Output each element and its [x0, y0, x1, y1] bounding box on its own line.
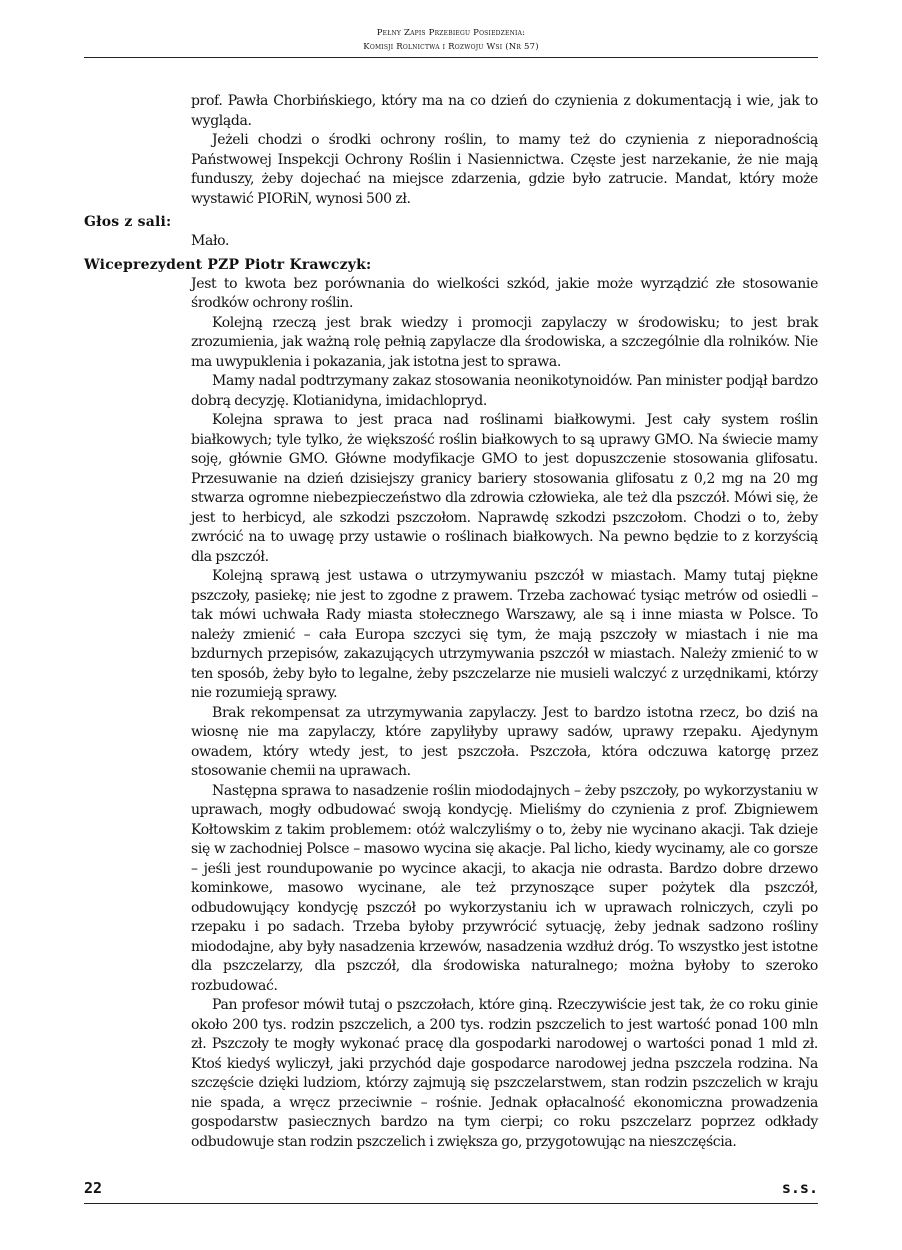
- page-number: 22: [84, 1179, 103, 1197]
- header-line-2: Komisji Rolnictwa i Rozwoju Wsi (Nr 57): [363, 42, 539, 52]
- speech-block: [191, 92, 818, 209]
- paragraph: Kolejną rzeczą jest brak wiedzy i promocji zapylaczy w środowisku; to jest brak zrozumienia, jak ważną rolę pełnią zapylacze dla środowiska, a szczególnie dla rolników. Nie ma uwypuklenia i pokazania, jak istotna jest to sprawa.: [191, 314, 818, 370]
- paragraph: prof. Pawła Chorbińskiego, który ma na co dzień do czynienia z dokumentacją i wie, jak to wygląda.: [191, 93, 818, 129]
- paragraph: Kolejna sprawa to jest praca nad roślinami białkowymi. Jest cały system roślin białkowych; tyle tylko, że większość roślin białkowych to są uprawy GMO. Na świecie mamy soję, głównie GMO. Główne modyfikacje GMO to jest dopuszczenie stosowania glifosatu. Przesuwanie na dzień dzisiejszy granicy bariery stosowania glifosatu z 0,2 mg na 20 mg stwarza ogromne niebezpieczeństwo dla zdrowia człowieka, ale też dla pszczół. Mówi się, że jest to herbicyd, ale szkodzi pszczołom. Naprawdę szkodzi pszczołom. Chodzi o to, żeby zwrócić na to uwagę przy ustawie o roślinach białkowych. Na pewno będzie to z korzyścią dla pszczół.: [191, 412, 818, 565]
- running-header: [0, 26, 902, 54]
- speech-block: [191, 232, 818, 252]
- footer-rule: [84, 1203, 818, 1204]
- footer-signature: s.s.: [781, 1179, 818, 1197]
- speaker-label: Głos z sali:: [84, 214, 172, 230]
- header-rule: [84, 57, 818, 58]
- paragraph: Mało.: [191, 233, 230, 249]
- speech-block: [191, 275, 818, 1153]
- speaker-label: Wiceprezydent PZP Piotr Krawczyk:: [84, 256, 372, 273]
- paragraph: Następna sprawa to nasadzenie roślin miododajnych – żeby pszczoły, po wykorzystaniu w uprawach, mogły odbudować swoją kondycję. Mieliśmy do czynienia z prof. Zbigniewem Kołtowskim z takim problemem: otóż walczyliśmy o to, żeby nie wycinano akacji. Tak dzieje się w zachodniej Polsce – masowo wycina się akacje. Pal licho, kiedy wycinamy, ale co gorsze – jeśli jest roundupowanie po wycince akacji, to akacja nie odrasta. Bardzo dobre drzewo kominkowe, masowo wycinane, ale też przynoszące super pożytek dla pszczół, odbudowujący kondycję pszczół po wykorzystaniu ich w uprawach rolniczych, czyli po rzepaku i po sadach. Trzeba byłoby przywrócić sytuację, żeby jednak sadzono rośliny miododajne, aby były nasadzenia krzewów, nasadzenia wzdłuż dróg. To wszystko jest istotne dla pszczelarzy, dla pszczół, dla środowiska naturalnego; można byłoby to szeroko rozbudować.: [191, 782, 818, 994]
- paragraph: Jeżeli chodzi o środki ochrony roślin, to mamy też do czynienia z nieporadnością Państwowej Inspekcji Ochrony Roślin i Nasiennictwa. Częste jest narzekanie, że nie mają funduszy, żeby dojechać na miejsce zdarzenia, gdzie było zatrucie. Mandat, który może wystawić PIORiN, wynosi 500 zł.: [191, 132, 818, 207]
- paragraph: Mamy nadal podtrzymany zakaz stosowania neonikotynoidów. Pan minister podjął bardzo dobrą decyzję. Klotianidyna, imidachlopryd.: [191, 373, 818, 409]
- paragraph: Brak rekompensat za utrzymywania zapylaczy. Jest to bardzo istotna rzecz, bo dziś na wiosnę nie ma zapylaczy, które zapyliłyby uprawy sadów, uprawy rzepaku. Ajedynym owadem, który wtedy jest, to jest pszczoła. Pszczoła, która odczuwa katorgę przez stosowanie chemii na uprawach.: [191, 704, 818, 779]
- header-line-1: Pełny Zapis Przebiegu Posiedzenia:: [376, 28, 526, 38]
- document-body: [84, 92, 818, 1152]
- paragraph: Jest to kwota bez porównania do wielkości szkód, jakie może wyrządzić złe stosowanie środków ochrony roślin.: [191, 275, 818, 311]
- paragraph: Kolejną sprawą jest ustawa o utrzymywaniu pszczół w miastach. Mamy tutaj piękne pszczoły, pasiekę; nie jest to zgodne z prawem. Trzeba zachować tysiąc metrów od osiedli – tak mówi uchwała Rady miasta stołecznego Warszawy, ale są i inne miasta w Polsce. To należy zmienić – cała Europa szczyci się tym, że mają pszczoły w miastach i nie ma bzdurnych przepisów, zakazujących utrzymywania pszczół w miastach. Należy zmienić to w ten sposób, żeby było to legalne, żeby pszczelarze nie musieli walczyć z urzędnikami, którzy nie rozumieją sprawy.: [191, 568, 818, 701]
- paragraph: Pan profesor mówił tutaj o pszczołach, które giną. Rzeczywiście jest tak, że co roku ginie około 200 tys. rodzin pszczelich, a 200 tys. rodzin pszczelich to jest wartość ponad 100 mln zł. Pszczoły te mogły wykonać pracę dla gospodarki narodowej o wartości ponad 1 mld zł. Ktoś kiedyś wyliczył, jaki przychód daje gospodarce narodowej jedna pszczela rodzina. Na szczęście dzięki ludziom, którzy zajmują się pszczelarstwem, stan rodzin pszczelich w kraju nie spada, a wręcz przeciwnie – rośnie. Jednak opłacalność ekonomiczna prowadzenia gospodarstw pasiecznych bardzo na tym cierpi; co roku pszczelarz poprzez odkłady odbudowuje stan rodzin pszczelich i zwiększa go, przygotowując na nieszczęścia.: [191, 997, 818, 1150]
